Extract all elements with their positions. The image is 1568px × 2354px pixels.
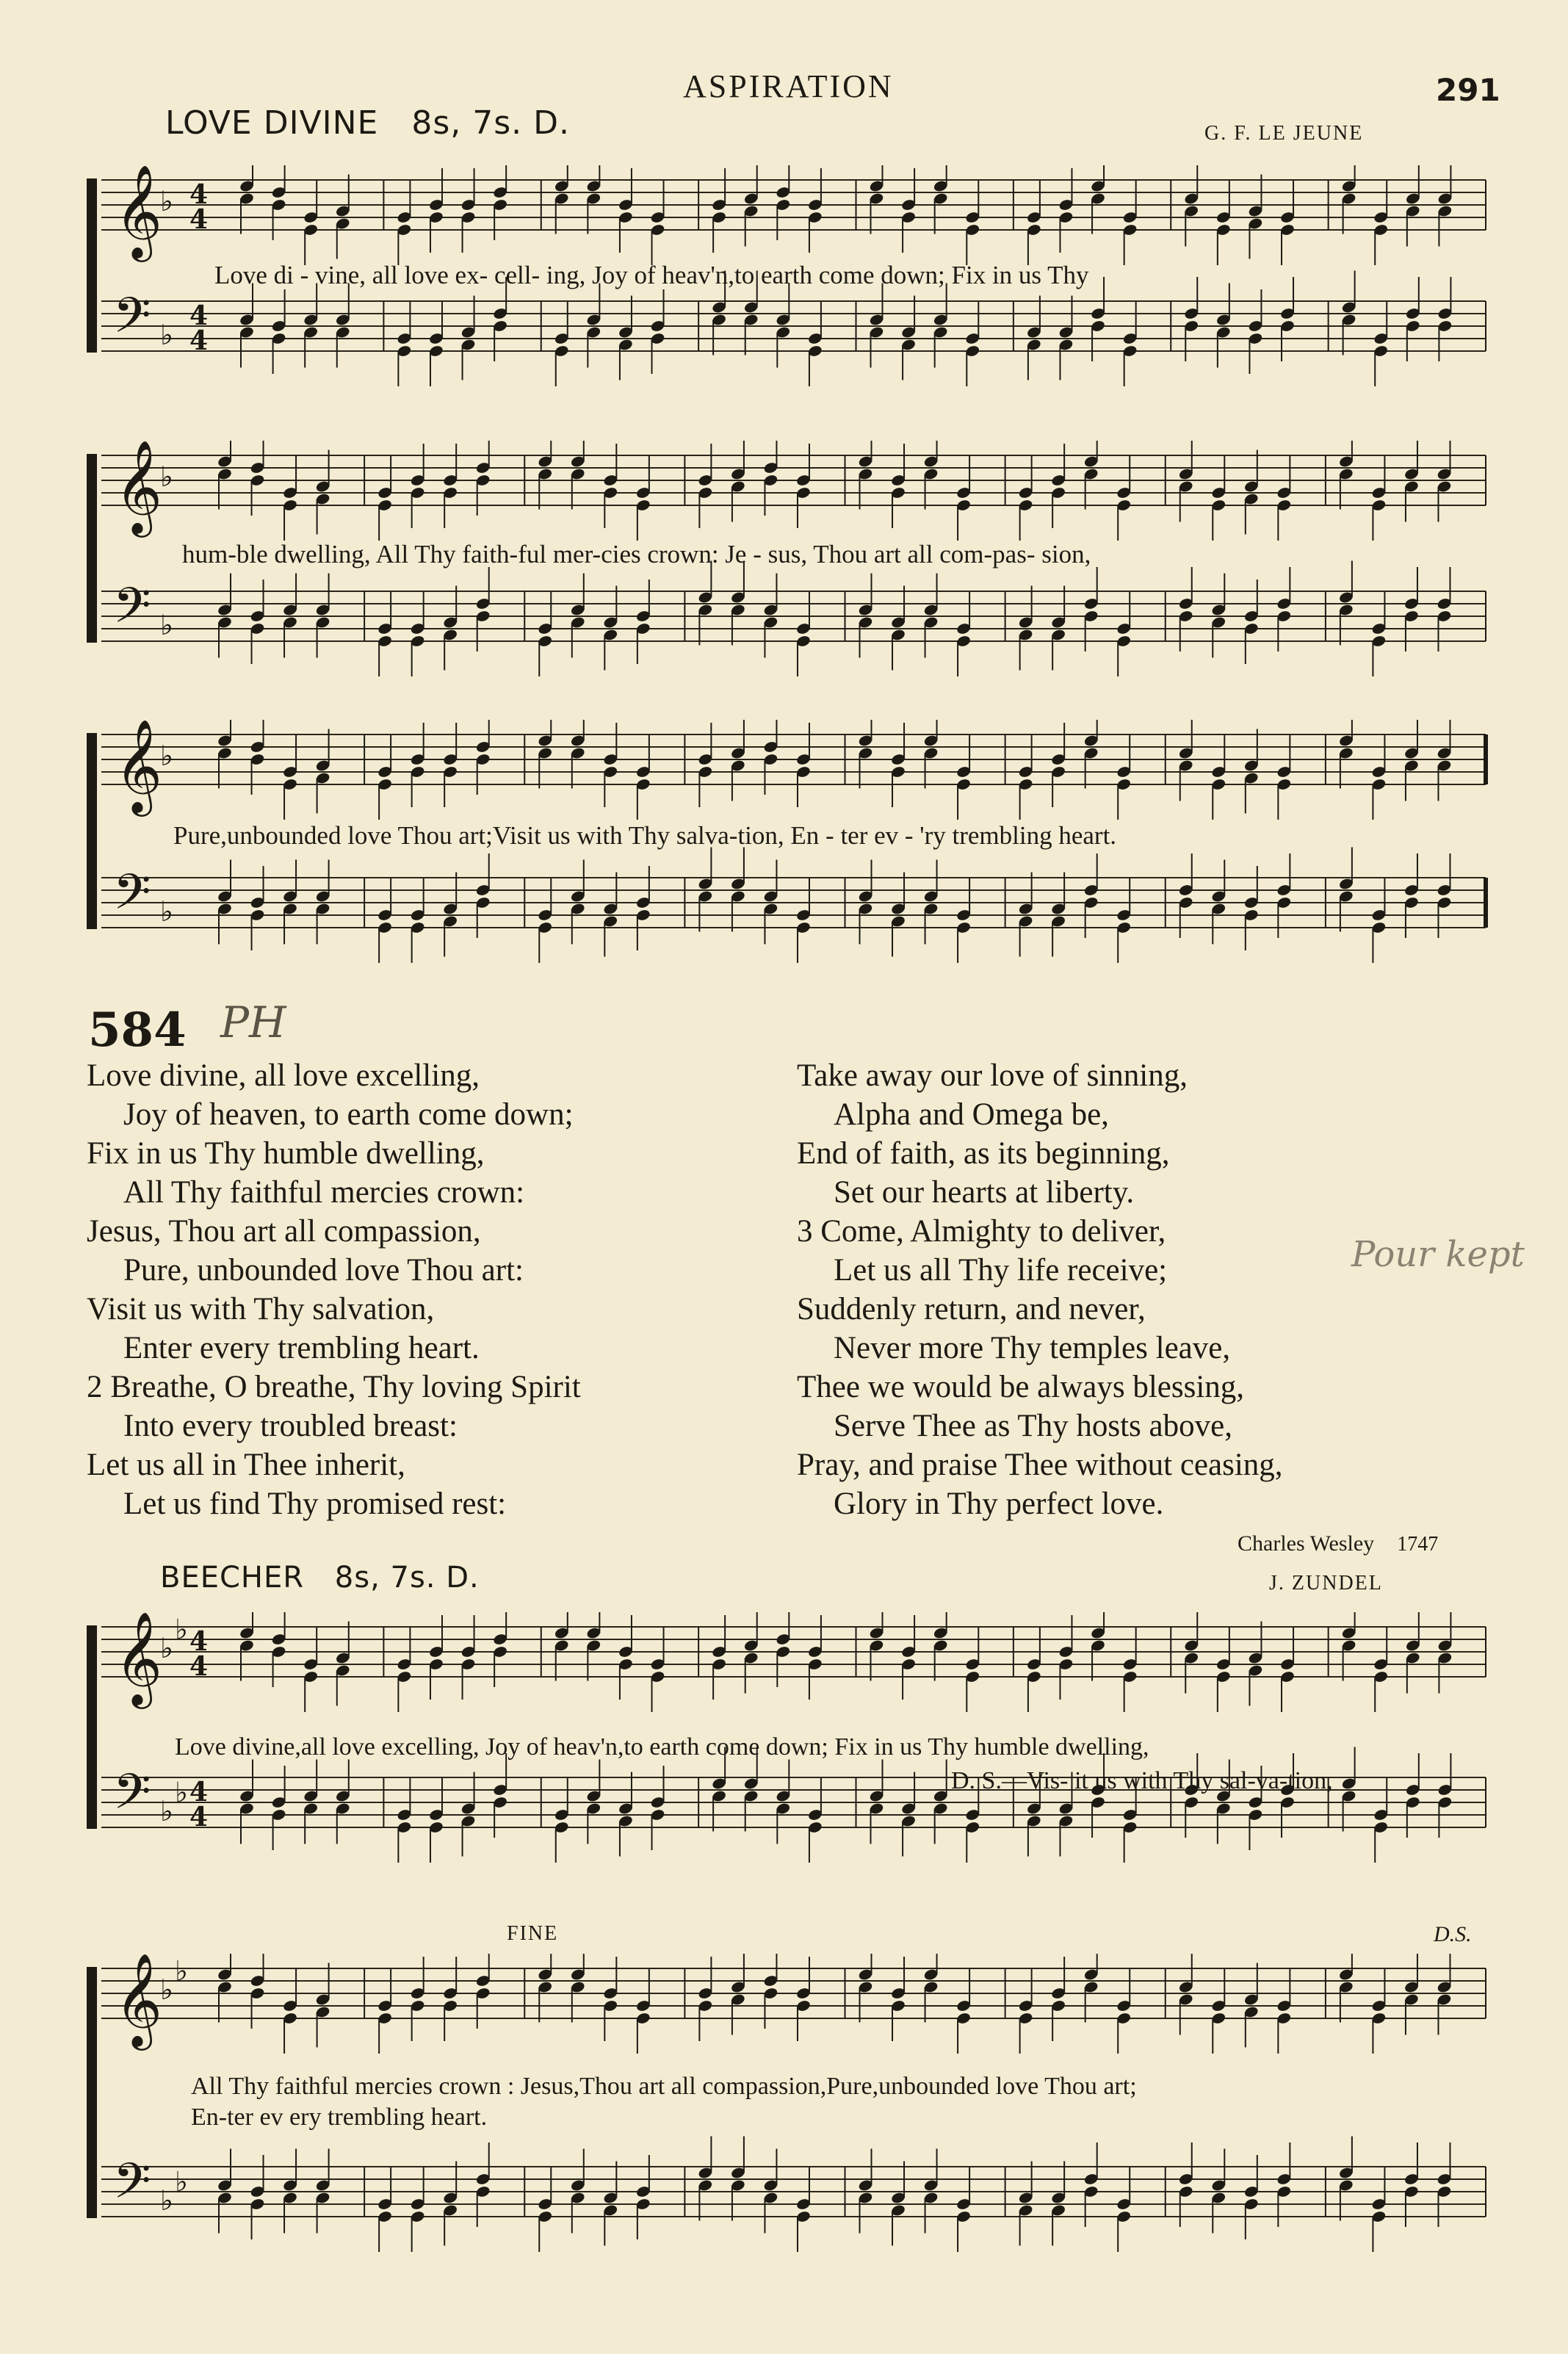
verse-line: All Thy faithful mercies crown:: [123, 1175, 525, 1210]
time-signature: 4: [189, 300, 209, 331]
verse-line: Take away our love of sinning,: [797, 1058, 1188, 1093]
verse-line: End of faith, as its beginning,: [797, 1136, 1170, 1171]
verse-line: Love divine, all love excelling,: [87, 1058, 480, 1093]
verse-column-right: [797, 1056, 1458, 1523]
verse-line: Pray, and praise Thee without ceasing,: [797, 1448, 1283, 1482]
verse-line: Serve Thee as Thy hosts above,: [834, 1409, 1232, 1443]
verse-line: Never more Thy temples leave,: [834, 1331, 1231, 1365]
treble-clef-icon: 𝄞: [115, 441, 163, 533]
margin-note: Pour kept: [1351, 1234, 1525, 1275]
tune-meter: 8s, 7s. D.: [411, 104, 570, 142]
flat-sign-icon: ♭: [160, 609, 173, 641]
music-system-3: [87, 720, 1497, 984]
treble-clef-icon: 𝄞: [115, 165, 163, 258]
tune-name-text: LOVE DIVINE: [165, 104, 379, 142]
flat-sign-icon: ♭: [175, 1613, 188, 1646]
verse-line: Thee we would be always blessing,: [797, 1370, 1245, 1404]
treble-clef-icon: 𝄞: [115, 1612, 163, 1705]
verse-line: Visit us with Thy salvation,: [87, 1292, 435, 1326]
handwritten-note: PH: [220, 997, 286, 1047]
flat-sign-icon: ♭: [175, 1776, 188, 1809]
tune2-lyric-line-2: All Thy faithful mercies crown : Jesus,Thou art all compassion,Pure,unbounded love Thou art;: [191, 2073, 1137, 2100]
section-title: ASPIRATION: [683, 68, 894, 104]
verse-line: Glory in Thy perfect love.: [834, 1487, 1164, 1521]
system-brace: [87, 1967, 97, 2218]
time-signature: 4: [189, 1777, 209, 1808]
verse-line: Pure, unbounded love Thou art:: [123, 1253, 524, 1288]
tune2-name-text: BEECHER: [160, 1561, 305, 1595]
verse-line: Alpha and Omega be,: [834, 1097, 1109, 1132]
flat-sign-icon: ♭: [160, 740, 173, 772]
flat-sign-icon: ♭: [175, 2165, 188, 2198]
system-brace: [87, 178, 97, 353]
author-year: 1747: [1397, 1533, 1439, 1556]
time-signature: 4: [189, 325, 209, 356]
bass-clef-icon: 𝄢: [113, 2153, 151, 2221]
verse-line: Suddenly return, and never,: [797, 1292, 1146, 1326]
bass-clef-icon: 𝄢: [113, 577, 151, 646]
tune2-lyric-line-3: En-ter ev ery trembling heart.: [191, 2104, 488, 2131]
verse-line: Let us find Thy promised rest:: [123, 1487, 507, 1521]
time-signature: 4: [189, 1626, 209, 1657]
tune2-meter: 8s, 7s. D.: [334, 1561, 480, 1595]
verse-line: Fix in us Thy humble dwelling,: [87, 1136, 485, 1171]
tune2-lyric-line-1: Love divine,all love excelling, Joy of heav'n,to earth come down; Fix in us Thy humble dwelling,: [175, 1733, 1149, 1761]
composer-2: J. ZUNDEL: [1269, 1572, 1383, 1595]
verse-line: Joy of heaven, to earth come down;: [123, 1097, 574, 1132]
verse-line: Enter every trembling heart.: [123, 1331, 480, 1365]
tune2-heading: [160, 1561, 480, 1595]
hymn-attribution: [1238, 1531, 1438, 1556]
treble-clef-icon: 𝄞: [115, 720, 163, 812]
tune2-lyric-line-ds: D. S.—Vis- it us with Thy sal-va-tion,: [951, 1767, 1333, 1794]
time-signature: 4: [189, 204, 209, 235]
tune-name: [165, 104, 570, 142]
verse-column-left: [87, 1056, 792, 1523]
bass-clef-icon: 𝄢: [113, 287, 151, 355]
time-signature: 4: [189, 1802, 209, 1833]
composer: G. F. LE JEUNE: [1204, 122, 1364, 145]
treble-clef-icon: 𝄞: [115, 1954, 163, 2046]
lyric-line-2: hum-ble dwelling, All Thy faith-ful mer-cies crown: Je - sus, Thou art all com-pas- sion,: [182, 540, 1091, 568]
fine-label: FINE: [507, 1922, 559, 1945]
flat-sign-icon: ♭: [160, 1974, 173, 2006]
flat-sign-icon: ♭: [160, 461, 173, 493]
system-brace: [87, 733, 97, 929]
flat-sign-icon: ♭: [160, 2184, 173, 2217]
lyric-line-1: Love di - vine, all love ex- cell- ing, Joy of heav'n,to earth come down; Fix in us Thy: [214, 261, 1089, 289]
flat-sign-icon: ♭: [175, 1954, 188, 1987]
page-number: 291: [1436, 72, 1500, 108]
flat-sign-icon: ♭: [160, 1795, 173, 1827]
verse-line: Jesus, Thou art all compassion,: [87, 1214, 481, 1249]
system-brace: [87, 1625, 97, 1829]
flat-sign-icon: ♭: [160, 895, 173, 928]
verse-line: 3 Come, Almighty to deliver,: [797, 1214, 1166, 1249]
author-name: Charles Wesley: [1238, 1531, 1375, 1556]
lyric-line-3: Pure,unbounded love Thou art;Visit us with Thy salva-tion, En - ter ev - 'ry trembling heart.: [173, 821, 1117, 850]
verse-line: Into every troubled breast:: [123, 1409, 458, 1443]
flat-sign-icon: ♭: [160, 185, 173, 217]
ds-label: D.S.: [1434, 1922, 1472, 1946]
system-brace: [87, 454, 97, 643]
bass-clef-icon: 𝄢: [113, 864, 151, 932]
time-signature: 4: [189, 179, 209, 210]
verse-line: 2 Breathe, O breathe, Thy loving Spirit: [87, 1370, 581, 1404]
verse-line: Let us all in Thee inherit,: [87, 1448, 405, 1482]
hymn-number: 584: [88, 1003, 187, 1058]
bass-clef-icon: 𝄢: [113, 1763, 151, 1832]
flat-sign-icon: ♭: [160, 319, 173, 351]
flat-sign-icon: ♭: [160, 1632, 173, 1664]
verse-line: Set our hearts at liberty.: [834, 1175, 1135, 1210]
time-signature: 4: [189, 1651, 209, 1682]
verse-line: Let us all Thy life receive;: [834, 1253, 1168, 1288]
